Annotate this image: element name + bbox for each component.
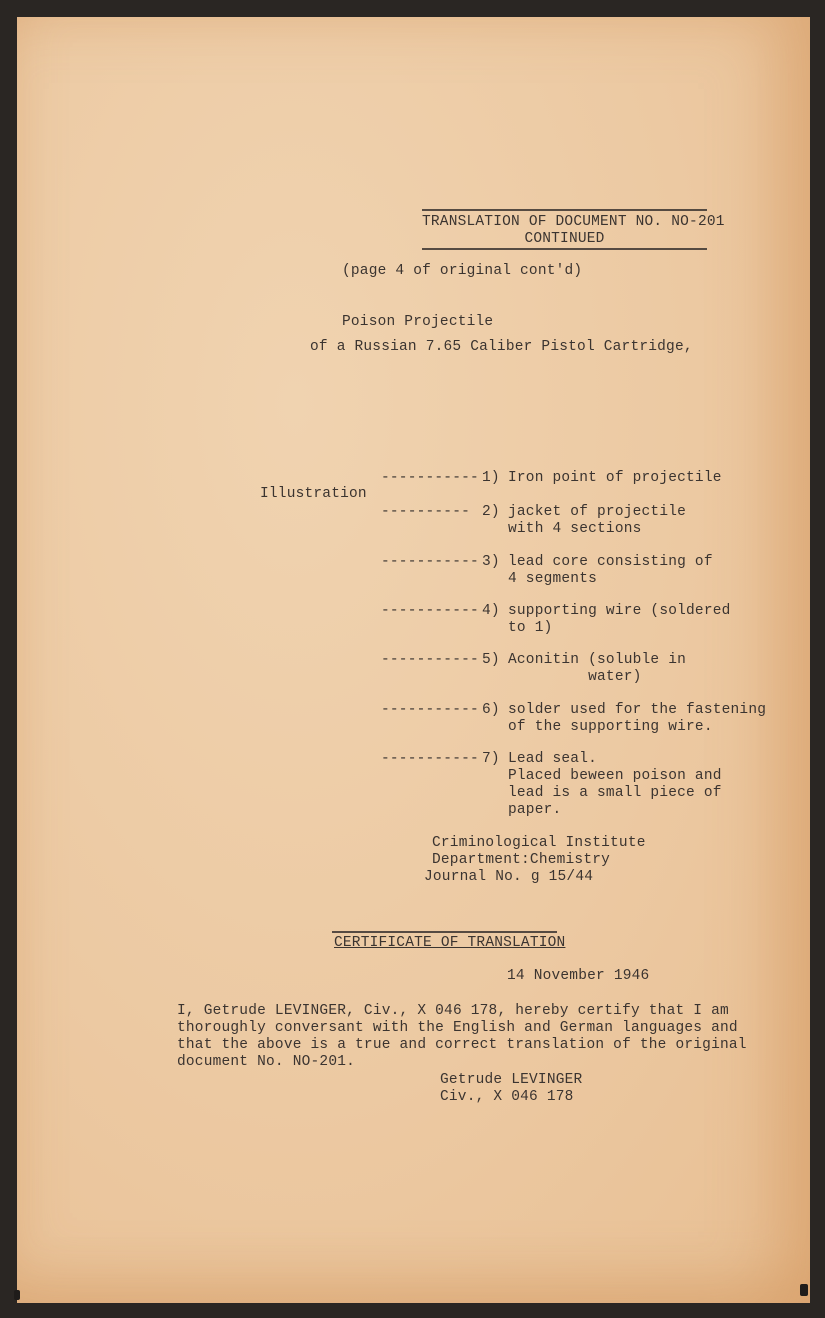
item-number: 4) (482, 603, 500, 619)
certificate-line: that the above is a true and correct translation of the original (177, 1037, 747, 1053)
leader-line: ----------- (381, 652, 479, 668)
item-description (508, 504, 686, 538)
item-description (508, 652, 686, 686)
item-text-line: supporting wire (soldered (508, 603, 731, 619)
illustration-label: Illustration (260, 486, 367, 502)
signature-id: Civ., X 046 178 (440, 1089, 574, 1105)
document-subtitle: CONTINUED (524, 231, 605, 247)
item-text-line: solder used for the fastening (508, 702, 767, 718)
item-text-line: of the supporting wire. (508, 719, 713, 735)
page-note: (page 4 of original cont'd) (342, 263, 583, 279)
item-description (508, 751, 722, 819)
certificate-title: CERTIFICATE OF TRANSLATION (334, 935, 566, 951)
item-number: 2) (482, 504, 500, 520)
source-department: Department:Chemistry (432, 852, 611, 868)
source-institute: Criminological Institute (432, 835, 646, 851)
item-text-line: to 1) (508, 620, 553, 636)
item-text-line: water) (508, 669, 642, 685)
item-text-line: Lead seal. (508, 751, 598, 767)
item-number: 1) (482, 470, 500, 486)
item-description (508, 702, 766, 736)
leader-line: ----------- (381, 554, 479, 570)
header-top-rule (422, 209, 707, 211)
item-text-line: Iron point of projectile (508, 470, 722, 486)
item-description (508, 603, 731, 637)
item-description (508, 554, 713, 588)
certificate-statement (177, 1003, 747, 1071)
document-page (17, 17, 810, 1303)
item-number: 5) (482, 652, 500, 668)
scan-artifact (14, 1290, 20, 1300)
subject-line-1: Poison Projectile (342, 314, 494, 330)
subject-line-2: of a Russian 7.65 Caliber Pistol Cartridge, (310, 339, 693, 355)
item-text-line: lead is a small piece of (508, 785, 722, 801)
header-bottom-rule (422, 248, 707, 250)
item-number: 6) (482, 702, 500, 718)
certificate-line: I, Getrude LEVINGER, Civ., X 046 178, hereby certify that I am (177, 1003, 729, 1019)
item-text-line: Aconitin (soluble in (508, 652, 687, 668)
certificate-line: thoroughly conversant with the English and German languages and (177, 1020, 738, 1036)
item-text-line: lead core consisting of (508, 554, 713, 570)
item-text-line: paper. (508, 802, 562, 818)
scan-artifact (800, 1284, 808, 1296)
leader-line: ----------- (381, 751, 479, 767)
document-title: TRANSLATION OF DOCUMENT NO. NO-201 (422, 214, 725, 230)
item-description (508, 470, 722, 487)
certificate-top-rule (332, 931, 557, 933)
source-journal: Journal No. g 15/44 (424, 869, 594, 885)
certificate-date: 14 November 1946 (507, 968, 650, 984)
item-text-line: with 4 sections (508, 521, 642, 537)
item-text-line: 4 segments (508, 571, 598, 587)
item-number: 7) (482, 751, 500, 767)
leader-line: ----------- (381, 470, 479, 486)
item-text-line: Placed beween poison and (508, 768, 722, 784)
item-text-line: jacket of projectile (508, 504, 687, 520)
leader-line: ---------- (381, 504, 471, 520)
leader-line: ----------- (381, 702, 479, 718)
item-number: 3) (482, 554, 500, 570)
signature-name: Getrude LEVINGER (440, 1072, 583, 1088)
leader-line: ----------- (381, 603, 479, 619)
certificate-line: document No. NO-201. (177, 1054, 356, 1070)
